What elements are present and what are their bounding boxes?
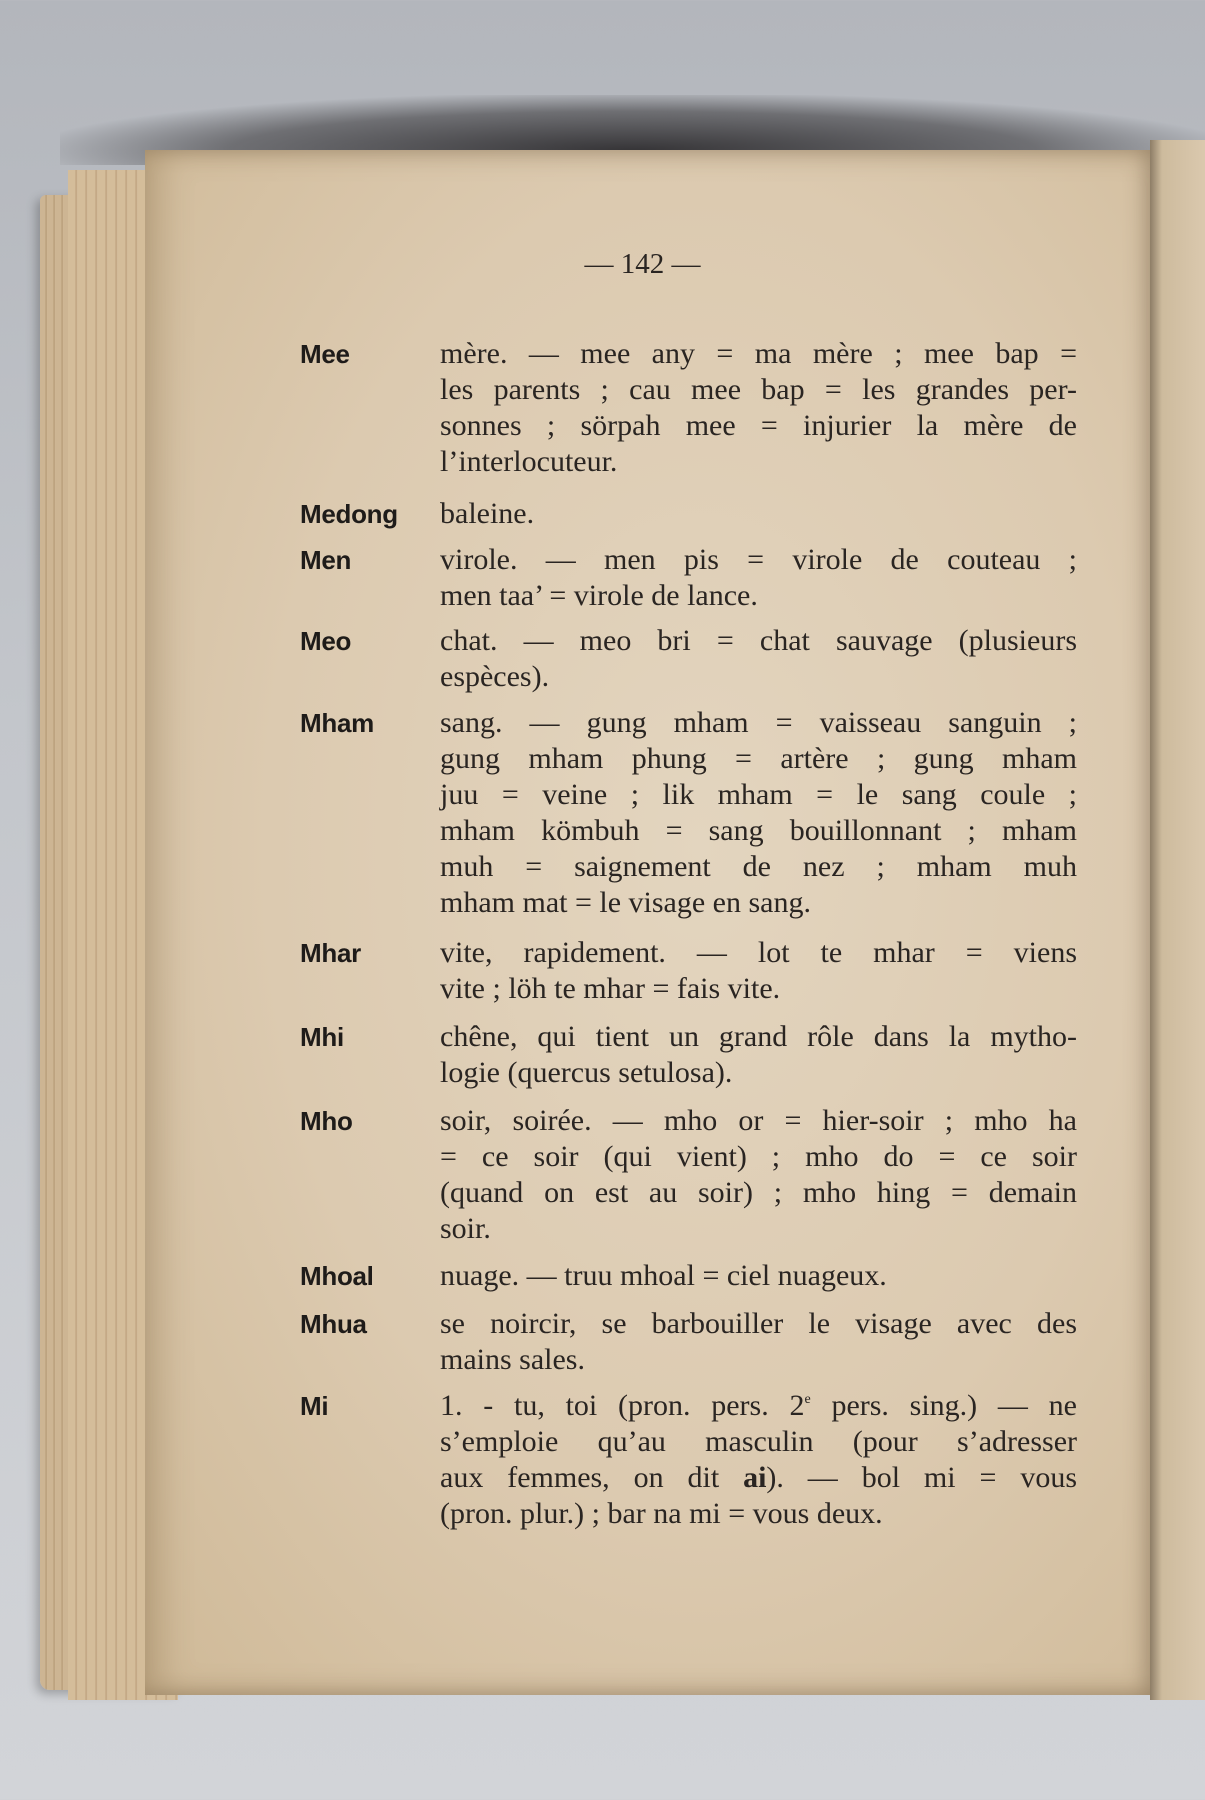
definition-line: vite ; löh te mhar = fais vite. [440,972,781,1005]
definition [440,542,1077,614]
definition [440,1388,1077,1532]
headword: Mi [300,1391,329,1421]
definition-line: = ce soir (qui vient) ; mho do = ce soir [440,1140,1077,1173]
definition-line [440,1388,1077,1424]
definition [440,935,1077,1007]
headword: Mee [300,339,350,369]
definition-line: mham kömbuh = sang bouillonnant ; mham [440,814,1077,847]
definition-line: baleine. [440,497,535,530]
superscript: e [804,1392,811,1407]
definition-line [440,1460,1077,1496]
headword: Men [300,545,352,575]
definition-line: (pron. plur.) ; bar na mi = vous deux. [440,1497,883,1530]
definition [440,336,1077,480]
headword: Mham [300,708,374,738]
definition-line: men taa’ = virole de lance. [440,579,758,612]
headword: Mhi [300,1022,344,1052]
definition [440,1306,1077,1378]
text-segment: pers. sing.) — ne [810,1389,1077,1422]
definition-line: mham mat = le visage en sang. [440,886,811,919]
definition-line: juu = veine ; lik mham = le sang coule ; [440,778,1077,811]
definition-line: sonnes ; sörpah mee = injurier la mère de [440,409,1077,442]
headword: Medong [300,499,398,529]
definition-line: mère. — mee any = ma mère ; mee bap = [440,337,1077,370]
definition-line: logie (quercus setulosa). [440,1056,733,1089]
definition-line: sang. — gung mham = vaisseau sanguin ; [440,706,1077,739]
definition-line: espèces). [440,660,550,693]
definition [440,623,1077,695]
definition [440,1019,1077,1091]
definition-line: soir, soirée. — mho or = hier-soir ; mho ha [440,1104,1077,1137]
headword: Meo [300,626,352,656]
definition-line: s’emploie qu’au masculin (pour s’adresser [440,1425,1077,1458]
definition [440,1103,1077,1247]
definition [440,496,1077,532]
definition [440,705,1077,921]
headword: Mhoal [300,1261,374,1291]
definition-line: nuage. — truu mhoal = ciel nuageux. [440,1259,887,1292]
definition-line: vite, rapidement. — lot te mhar = viens [440,936,1077,969]
definition [440,1258,1077,1294]
page-number: — 142 — [584,248,701,280]
facing-page-edge [1150,140,1205,1700]
definition-line: chêne, qui tient un grand rôle dans la mytho- [440,1020,1077,1053]
definition-line: mains sales. [440,1343,585,1376]
definition-line: soir. [440,1212,491,1245]
definition-line: les parents ; cau mee bap = les grandes per- [440,373,1077,406]
definition-line: gung mham phung = artère ; gung mham [440,742,1077,775]
headword: Mho [300,1106,353,1136]
definition-line: virole. — men pis = virole de couteau ; [440,543,1077,576]
definition-line: chat. — meo bri = chat sauvage (plusieurs [440,624,1077,657]
definition-line: l’interlocuteur. [440,445,618,478]
bold-term: ai [743,1461,767,1494]
text-segment: 1. - tu, toi (pron. pers. 2 [440,1389,805,1422]
headword: Mhar [300,938,361,968]
text-segment: aux femmes, on dit [440,1461,744,1494]
text-segment: ). — bol mi = vous [766,1461,1078,1494]
headword: Mhua [300,1309,367,1339]
definition-line: se noircir, se barbouiller le visage avec des [440,1307,1077,1340]
definition-line: muh = saignement de nez ; mham muh [440,850,1077,883]
definition-line: (quand on est au soir) ; mho hing = demain [440,1176,1077,1209]
